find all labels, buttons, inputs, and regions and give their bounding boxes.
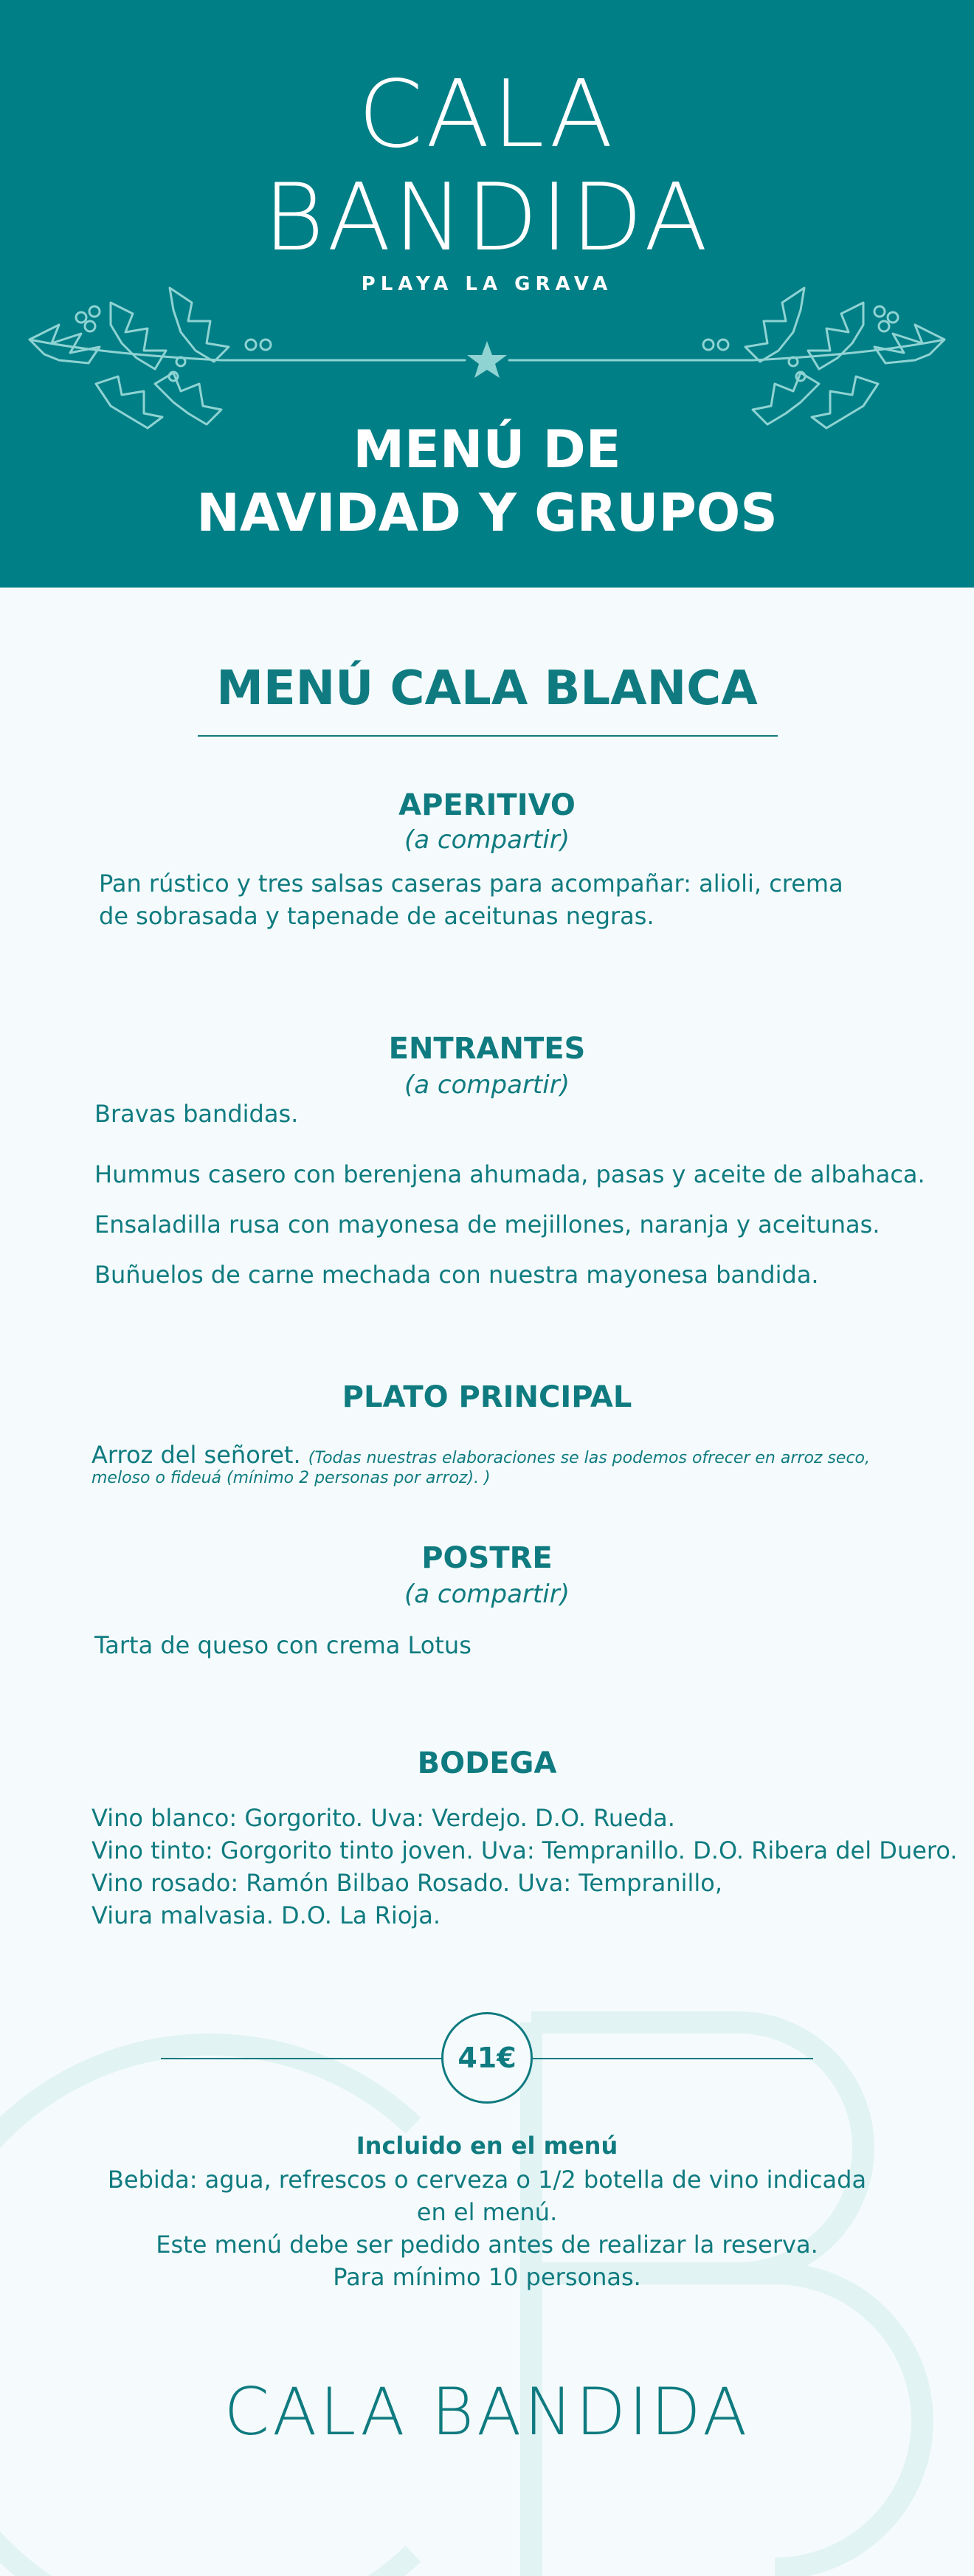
bodega-line: Viura malvasia. D.O. La Rioja.	[91, 1901, 441, 1929]
aperitivo-line-2: de sobrasada y tapenade de aceitunas negras.	[99, 902, 654, 930]
bodega-line: Vino rosado: Ramón Bilbao Rosado. Uva: Tempranillo,	[91, 1869, 723, 1897]
principal-dish: Arroz del señoret.	[91, 1441, 301, 1469]
entrante-item: Hummus casero con berenjena ahumada, pasas y aceite de albahaca.	[94, 1160, 925, 1188]
included-title: Incluido en el menú	[356, 2132, 618, 2160]
brand-subtitle: PLAYA LA GRAVA	[361, 273, 613, 295]
bodega-line: Vino tinto: Gorgorito tinto joven. Uva: Tempranillo. D.O. Ribera del Duero.	[91, 1836, 958, 1864]
brand-logo-line2: BANDIDA	[263, 163, 711, 272]
principal-note-line1: (Todas nuestras elaboraciones se las podemos ofrecer en arroz seco,	[308, 1449, 870, 1467]
postre-heading: POSTRE	[421, 1541, 553, 1575]
price-divider-right	[533, 2058, 813, 2059]
entrante-item: Ensaladilla rusa con mayonesa de mejillones, naranja y aceitunas.	[94, 1210, 880, 1239]
aperitivo-line-1: Pan rústico y tres salsas caseras para acompañar: alioli, crema	[99, 869, 843, 898]
menu-title-line2: NAVIDAD Y GRUPOS	[196, 483, 778, 543]
price-badge: 41€	[441, 2012, 533, 2104]
aperitivo-heading: APERITIVO	[398, 788, 576, 822]
holly-ornament-icon	[0, 273, 974, 443]
included-line: Este menú debe ser pedido antes de realizar la reserva.	[156, 2231, 818, 2259]
entrante-item: Buñuelos de carne mechada con nuestra mayonesa bandida.	[94, 1261, 819, 1289]
header-banner	[0, 0, 974, 588]
included-line: Para mínimo 10 personas.	[333, 2263, 641, 2291]
principal-note-line2: meloso o fideuá (mínimo 2 personas por arroz). )	[91, 1469, 491, 1487]
aperitivo-note: (a compartir)	[404, 825, 570, 855]
price-divider-left	[161, 2058, 443, 2059]
bodega-heading: BODEGA	[417, 1746, 557, 1780]
menu-name-heading: MENÚ CALA BLANCA	[216, 661, 758, 716]
included-line: en el menú.	[416, 2198, 558, 2226]
postre-item: Tarta de queso con crema Lotus	[94, 1631, 472, 1659]
entrantes-heading: ENTRANTES	[388, 1032, 586, 1066]
included-line: Bebida: agua, refrescos o cerveza o 1/2 botella de vino indicada	[107, 2166, 867, 2194]
brand-logo-line1: CALA	[358, 60, 616, 168]
entrantes-note: (a compartir)	[404, 1070, 570, 1100]
principal-heading: PLATO PRINCIPAL	[342, 1380, 632, 1414]
footer-brand-logo: CALA BANDIDA	[224, 2374, 750, 2450]
bodega-line: Vino blanco: Gorgorito. Uva: Verdejo. D.O. Rueda.	[91, 1804, 675, 1832]
menu-title-line1: MENÚ DE	[353, 419, 621, 480]
title-divider	[198, 735, 778, 737]
postre-note: (a compartir)	[404, 1580, 570, 1609]
entrante-item: Bravas bandidas.	[94, 1100, 299, 1128]
